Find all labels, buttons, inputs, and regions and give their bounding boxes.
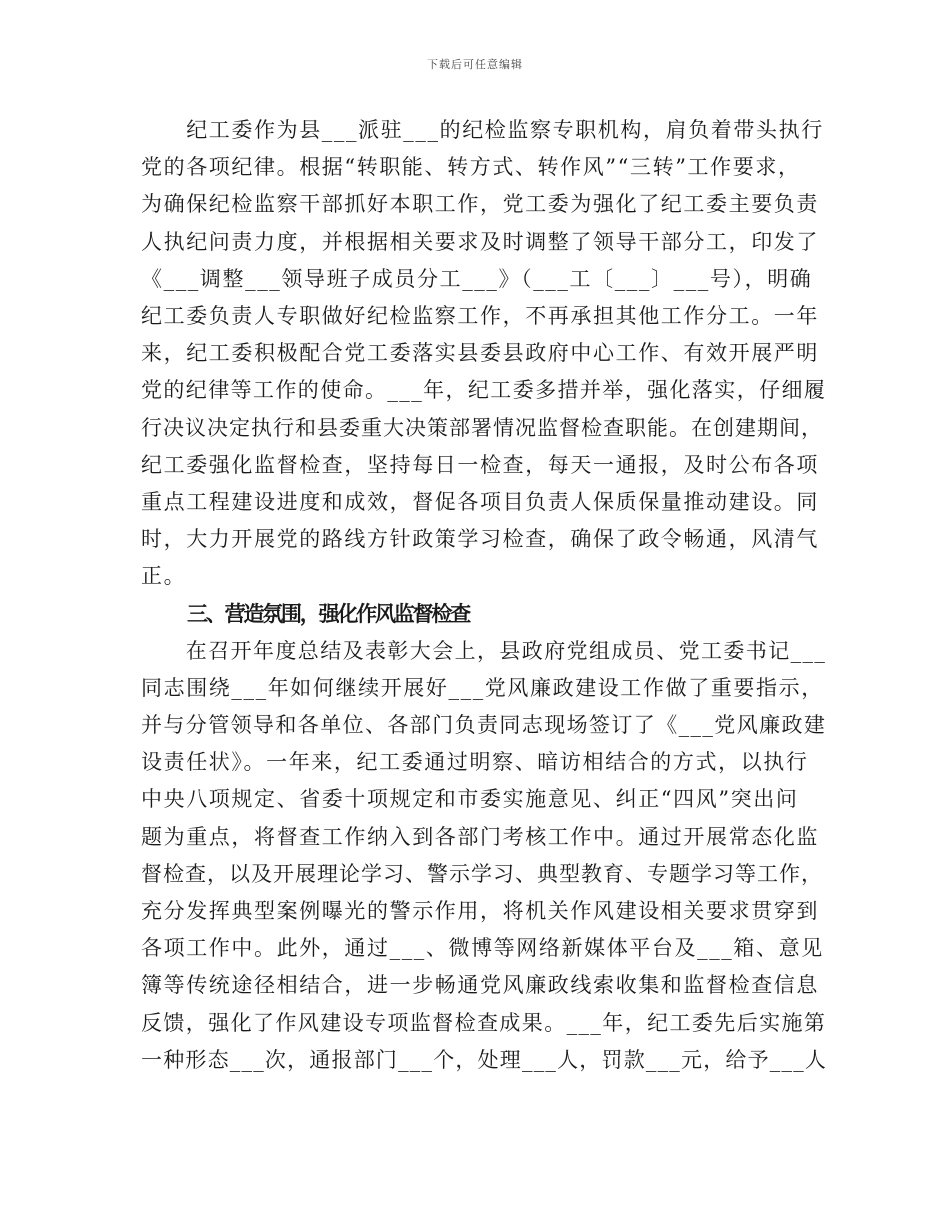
paragraph-line: 督检查，以及开展理论学习、警示学习、典型教育、专题学习等工作， [141,861,823,886]
document-body [141,112,827,1079]
paragraph-1 [141,112,827,595]
paragraph-line: 同志围绕___年如何继续开展好___党风廉政建设工作做了重要指示， [141,675,824,700]
paragraph-line: 来，纪工委积极配合党工委落实县委县政府中心工作、有效开展严明 [141,341,819,366]
paragraph-2 [141,633,827,1079]
paragraph-line: 纪工委负责人专职做好纪检监察工作，不再承担其他工作分工。一年 [141,303,819,328]
paragraph-line: 各项工作中。此外，通过___、微博等网络新媒体平台及___箱、意见 [141,936,824,961]
paragraph-line: 时，大力开展党的路线方针政策学习检查，确保了政令畅通，风清气 [141,527,819,552]
paragraph-line: 党的纪律等工作的使命。___年，纪工委多措并举，强化落实，仔细履 [141,378,827,403]
paragraph-line: 纪工委作为县___派驻___的纪检监察专职机构，肩负着带头执行 [141,118,824,142]
paragraph-line: 充分发挥典型案例曝光的警示作用，将机关作风建设相关要求贯穿到 [141,898,819,923]
paragraph-line: 反馈，强化了作风建设专项监督检查成果。___年，纪工委先后实施第 [141,1010,827,1035]
paragraph-line: 为确保纪检监察干部抓好本职工作，党工委为强化了纪工委主要负责 [141,192,819,217]
paragraph-line: 并与分管领导和各单位、各部门负责同志现场签订了《___党风廉政建 [141,713,827,737]
paragraph-line: 纪工委强化监督检查，坚持每日一检查，每天一通报，及时公布各项 [141,452,819,477]
paragraph-line: 《___调整___领导班子成员分工___》（___工〔___〕___号），明确 [141,266,813,291]
paragraph-line: 簿等传统途径相结合，进一步畅通党风廉政线索收集和监督检查信息 [141,973,819,998]
section-heading: 三、营造氛围，强化作风监督检查 [187,601,469,627]
paragraph-line: 行决议决定执行和县委重大决策部署情况监督检查职能。在创建期间， [141,415,823,440]
paragraph-line: 一种形态___次，通报部门___个，处理___人，罚款___元，给予___人 [141,1047,828,1072]
paragraph-line: 中央八项规定、省委十项规定和市委实施意见、纠正“四风”突出问 [141,787,799,812]
paragraph-line: 题为重点，将督查工作纳入到各部门考核工作中。通过开展常态化监 [141,824,819,849]
paragraph-line: 在召开年度总结及表彰大会上，县政府党组成员、党工委书记___ [141,638,827,663]
page-header: 下载后可任意编辑 [427,58,523,71]
paragraph-line: 党的各项纪律。根据“转职能、转方式、转作风”“三转”工作要求， [141,155,801,180]
paragraph-line: 重点工程建设进度和成效，督促各项目负责人保质保量推动建设。同 [141,489,819,514]
paragraph-line: 设责任状》。一年来，纪工委通过明察、暗访相结合的方式，以执行 [141,750,809,775]
paragraph-line: 正。 [141,564,187,589]
paragraph-line: 人执纪问责力度，并根据相关要求及时调整了领导干部分工，印发了 [141,229,819,254]
